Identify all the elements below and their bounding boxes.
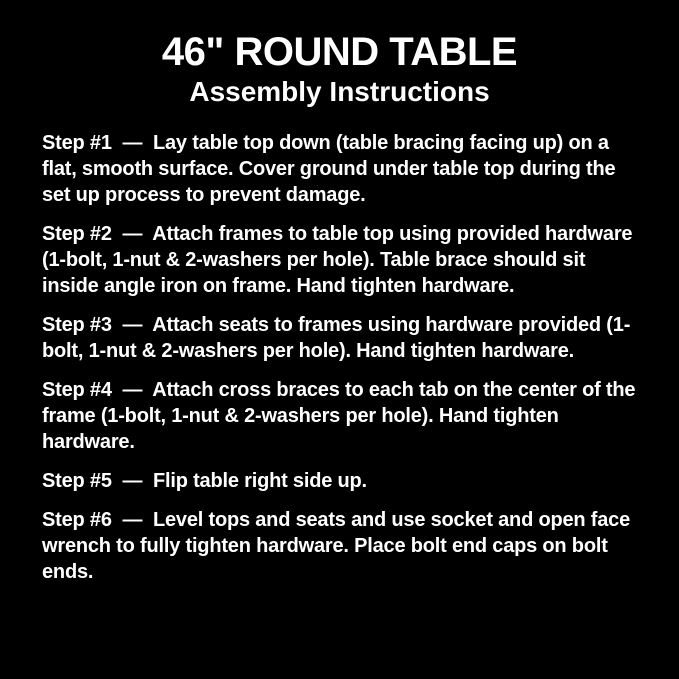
step-6-text: Level tops and seats and use socket and open face wrench to fully tighten hardware. Place bolt end caps on bolt ends. <box>42 509 636 583</box>
step-1-label: Step #1 <box>42 132 112 154</box>
step-1 <box>42 130 643 208</box>
page-subtitle: Assembly Instructions <box>189 76 490 107</box>
step-4 <box>42 377 643 455</box>
step-6-dash: — <box>111 509 153 531</box>
step-4-dash: — <box>111 379 153 401</box>
step-1-dash: — <box>111 132 153 154</box>
step-5-label: Step #5 <box>42 470 112 492</box>
step-4-text: Attach cross braces to each tab on the center of the frame (1-bolt, 1-nut & 2-washers per hole). Hand tighten hardware. <box>42 379 641 453</box>
step-2 <box>42 221 643 299</box>
step-6-label: Step #6 <box>42 509 112 531</box>
step-5-dash: — <box>111 470 153 492</box>
step-3-label: Step #3 <box>42 314 112 336</box>
page-title: 46" ROUND TABLE <box>161 30 518 74</box>
step-5 <box>42 468 643 494</box>
step-3-text: Attach seats to frames using hardware provided (1-bolt, 1-nut & 2-washers per hole). Hand tighten hardware. <box>42 314 631 362</box>
step-1-text: Lay table top down (table bracing facing up) on a flat, smooth surface. Cover ground under table top during the set up process to prevent damage. <box>42 132 621 206</box>
step-3 <box>42 312 643 364</box>
step-6 <box>42 507 643 585</box>
step-2-text: Attach frames to table top using provided hardware (1-bolt, 1-nut & 2-washers per hole). Table brace should sit inside angle iron on frame. Hand tighten hardware. <box>42 223 638 297</box>
step-2-label: Step #2 <box>42 223 112 245</box>
step-5-text: Flip table right side up. <box>152 470 367 492</box>
steps-list <box>0 108 679 585</box>
step-4-label: Step #4 <box>42 379 112 401</box>
step-2-dash: — <box>111 223 153 245</box>
step-3-dash: — <box>111 314 153 336</box>
